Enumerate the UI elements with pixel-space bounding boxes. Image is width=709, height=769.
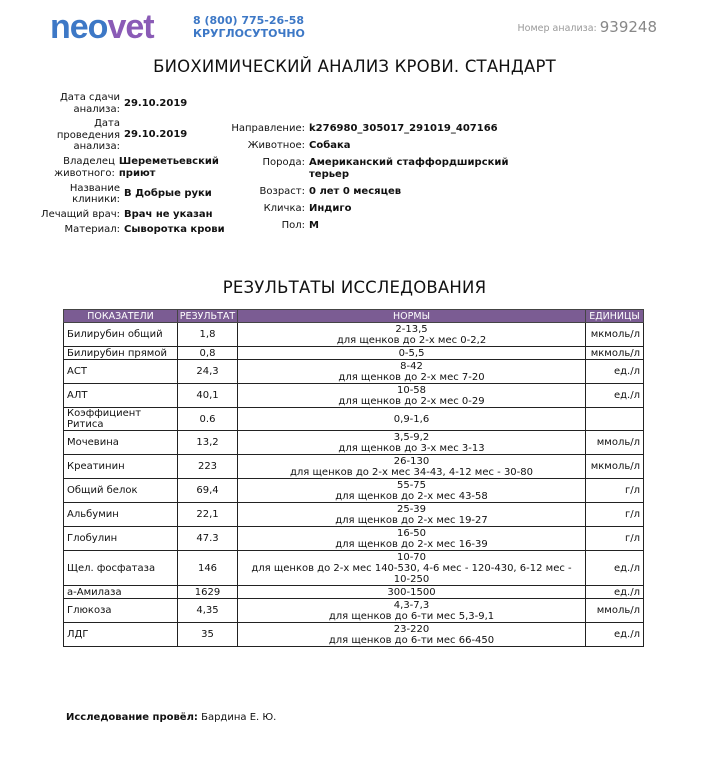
norm-line: 10-58	[396, 384, 427, 396]
info-row-submit-date: Дата сдачи анализа: 29.10.2019	[59, 92, 188, 115]
info-row-animal: Животное: Собака	[247, 140, 351, 151]
norm-range	[238, 527, 586, 551]
right-info	[213, 123, 524, 237]
table-row	[64, 503, 644, 527]
header-result: РЕЗУЛЬТАТ	[178, 310, 238, 323]
norm-line: для щенков до 2-х мес 34-43, 4-12 мес - 30-80	[290, 466, 533, 478]
document-title: БИОХИМИЧЕСКИЙ АНАЛИЗ КРОВИ. СТАНДАРТ	[153, 57, 556, 76]
norm-range	[238, 360, 586, 384]
result-value: 35	[178, 623, 238, 647]
norm-range	[238, 479, 586, 503]
info-row-referral: Направление: k276980_305017_291019_407166	[231, 123, 498, 134]
norm-range	[238, 384, 586, 408]
norm-range	[238, 623, 586, 647]
norm-line: 8-42	[400, 360, 423, 372]
footer	[66, 712, 276, 723]
norm-line: для щенков до 2-х мес 43-58	[335, 490, 488, 502]
table-row	[64, 347, 644, 360]
unit-value: ммоль/л	[586, 599, 644, 623]
norm-line: 16-50	[396, 527, 427, 539]
table-row	[64, 431, 644, 455]
unit-value: мкмоль/л	[586, 455, 644, 479]
result-value: 0.6	[178, 408, 238, 431]
indicator-name: Коэффициент Ритиса	[64, 408, 178, 431]
norm-line: 4,3-7,3	[393, 599, 430, 611]
info-row-test-date: Дата проведения анализа: 29.10.2019	[56, 118, 188, 152]
result-value: 1629	[178, 586, 238, 599]
results-table	[63, 309, 644, 647]
norm-line: 300-1500	[387, 586, 436, 598]
result-value: 1,8	[178, 323, 238, 347]
norm-line: 55-75	[396, 479, 427, 491]
norm-range	[238, 551, 586, 586]
unit-value: мкмоль/л	[586, 323, 644, 347]
norm-range	[238, 599, 586, 623]
analysis-number-block	[518, 18, 657, 36]
hours-label: КРУГЛОСУТОЧНО	[193, 27, 305, 40]
table-row	[64, 384, 644, 408]
table-header-row	[64, 310, 644, 323]
norm-line: для щенков до 2-х мес 7-20	[338, 371, 485, 383]
norm-line: для щенков до 2-х мес 0-2,2	[336, 334, 487, 346]
unit-value: ед./л	[586, 360, 644, 384]
norm-range	[238, 431, 586, 455]
result-value: 223	[178, 455, 238, 479]
indicator-name: ЛДГ	[64, 623, 178, 647]
norm-line: 10-250	[393, 573, 430, 585]
unit-value: ед./л	[586, 586, 644, 599]
norm-line: 2-13,5	[395, 323, 428, 335]
norm-line: для щенков до 3-х мес 3-13	[338, 442, 485, 454]
result-value: 24,3	[178, 360, 238, 384]
norm-range	[238, 347, 586, 360]
info-row-age: Возраст: 0 лет 0 месяцев	[259, 186, 402, 197]
norm-line: для щенков до 6-ти мес 5,3-9,1	[328, 610, 495, 622]
indicator-name: а-Амилаза	[64, 586, 178, 599]
result-value: 47.3	[178, 527, 238, 551]
norm-line: 26-130	[393, 455, 430, 467]
indicator-name: АСТ	[64, 360, 178, 384]
phone-number: 8 (800) 775-26-58	[193, 14, 305, 27]
indicator-name: Альбумин	[64, 503, 178, 527]
norm-line: для щенков до 2-х мес 16-39	[335, 538, 488, 550]
unit-value: г/л	[586, 527, 644, 551]
norm-line: 0-5,5	[398, 347, 425, 359]
footer-name: Бардина Е. Ю.	[201, 712, 277, 723]
info-row-material: Материал: Сыворотка крови	[64, 223, 225, 235]
unit-value: ед./л	[586, 623, 644, 647]
unit-value: ммоль/л	[586, 431, 644, 455]
result-value: 40,1	[178, 384, 238, 408]
indicator-name: АЛТ	[64, 384, 178, 408]
header-indicator: ПОКАЗАТЕЛИ	[64, 310, 178, 323]
analysis-number: 939248	[599, 18, 657, 36]
table-row	[64, 599, 644, 623]
norm-line: для щенков до 6-ти мес 66-450	[328, 634, 495, 646]
indicator-name: Щел. фосфатаза	[64, 551, 178, 586]
indicator-name: Мочевина	[64, 431, 178, 455]
norm-range	[238, 408, 586, 431]
footer-label: Исследование провёл:	[66, 712, 198, 723]
header-norms: НОРМЫ	[238, 310, 586, 323]
table-row	[64, 586, 644, 599]
unit-value: ед./л	[586, 551, 644, 586]
unit-value	[586, 408, 644, 431]
unit-value: г/л	[586, 479, 644, 503]
norm-line: для щенков до 2-х мес 19-27	[335, 514, 488, 526]
norm-range	[238, 586, 586, 599]
norm-line: 0,9-1,6	[393, 413, 430, 425]
table-row	[64, 323, 644, 347]
result-value: 69,4	[178, 479, 238, 503]
indicator-name: Креатинин	[64, 455, 178, 479]
indicator-name: Билирубин общий	[64, 323, 178, 347]
norm-range	[238, 503, 586, 527]
indicator-name: Общий белок	[64, 479, 178, 503]
norm-line: для щенков до 2-х мес 140-530, 4-6 мес - 120-430, 6-12 мес -	[251, 562, 572, 574]
result-value: 22,1	[178, 503, 238, 527]
indicator-name: Глобулин	[64, 527, 178, 551]
norm-line: 3,5-9,2	[393, 431, 430, 443]
contact-block	[193, 14, 305, 40]
table-row	[64, 551, 644, 586]
info-row-doctor: Лечащий врач: Врач не указан	[41, 208, 213, 220]
info-row-nickname: Кличка: Индиго	[263, 203, 352, 214]
info-row-sex: Пол: М	[281, 220, 319, 231]
neovet-logo: neovet	[50, 8, 154, 46]
results-title: РЕЗУЛЬТАТЫ ИССЛЕДОВАНИЯ	[222, 278, 487, 297]
norm-line: 25-39	[396, 503, 427, 515]
info-row-breed: Порода: Американский стаффордширский терьер	[262, 157, 509, 180]
indicator-name: Билирубин прямой	[64, 347, 178, 360]
norm-line: 10-70	[396, 551, 427, 563]
result-value: 0,8	[178, 347, 238, 360]
table-row	[64, 408, 644, 431]
info-row-clinic: Название клиники: В Добрые руки	[69, 182, 212, 205]
norm-range	[238, 455, 586, 479]
unit-value: г/л	[586, 503, 644, 527]
table-row	[64, 455, 644, 479]
indicator-name: Глюкоза	[64, 599, 178, 623]
result-value: 146	[178, 551, 238, 586]
table-row	[64, 623, 644, 647]
header-units: ЕДИНИЦЫ	[586, 310, 644, 323]
unit-value: ед./л	[586, 384, 644, 408]
unit-value: мкмоль/л	[586, 347, 644, 360]
norm-line: 23-220	[393, 623, 430, 635]
table-row	[64, 479, 644, 503]
result-value: 13,2	[178, 431, 238, 455]
table-row	[64, 360, 644, 384]
table-row	[64, 527, 644, 551]
analysis-number-label: Номер анализа:	[517, 23, 597, 34]
norm-line: для щенков до 2-х мес 0-29	[338, 395, 485, 407]
info-row-owner: Владелец животного: Шереметьевский приют	[54, 155, 219, 179]
result-value: 4,35	[178, 599, 238, 623]
norm-range	[238, 323, 586, 347]
